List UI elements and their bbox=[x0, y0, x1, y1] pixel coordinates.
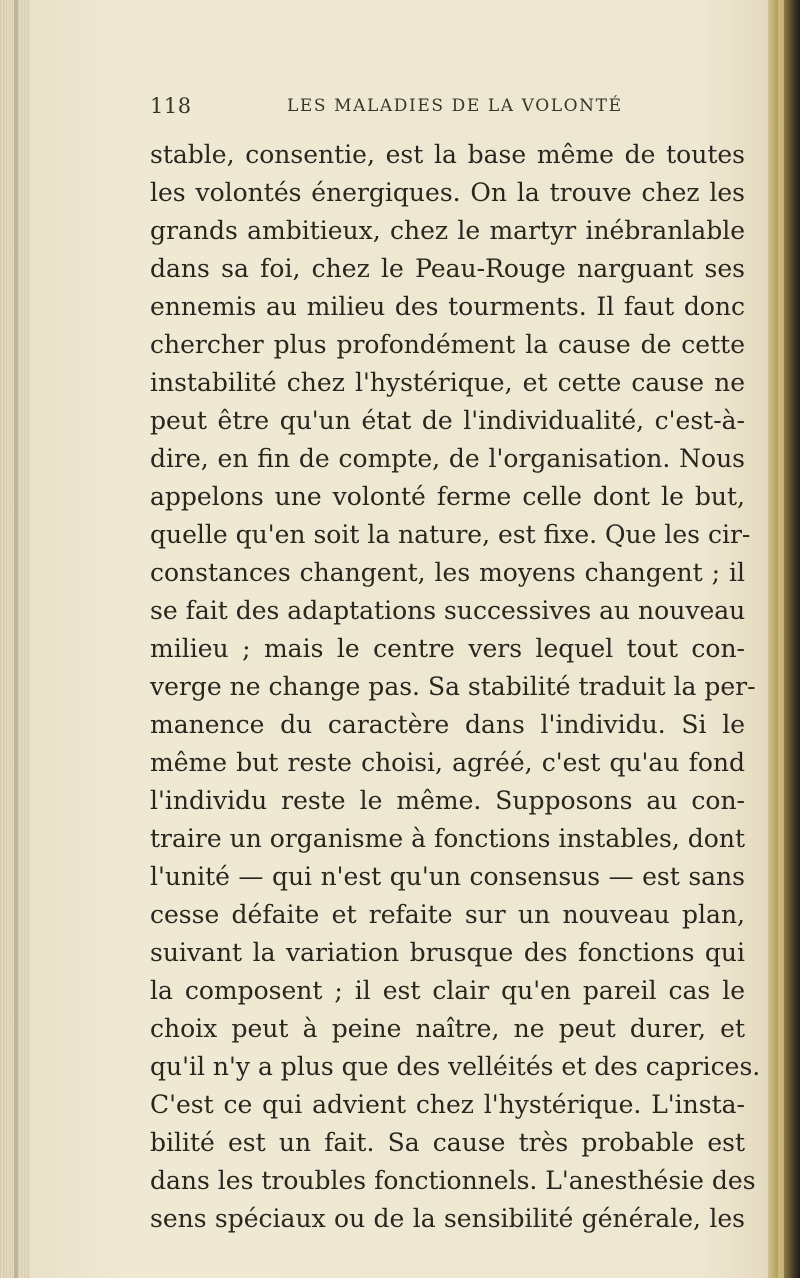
body-text bbox=[150, 136, 761, 1238]
text-line: se fait des adaptations successives au nouveau bbox=[150, 596, 746, 625]
text-line: C'est ce qui advient chez l'hystérique. L'insta- bbox=[150, 1090, 745, 1119]
page-header bbox=[150, 94, 750, 126]
page-number: 118 bbox=[150, 94, 192, 118]
text-line: bilité est un fait. Sa cause très probable est bbox=[150, 1128, 745, 1157]
text-line: instabilité chez l'hystérique, et cette cause ne bbox=[150, 368, 745, 397]
text-line: appelons une volonté ferme celle dont le but, bbox=[150, 482, 745, 511]
text-line: cesse défaite et refaite sur un nouveau plan, bbox=[150, 900, 745, 929]
text-line: les volontés énergiques. On la trouve chez les bbox=[150, 178, 745, 207]
text-line: verge ne change pas. Sa stabilité traduit la per- bbox=[150, 672, 756, 701]
running-title: LES MALADIES DE LA VOLONTÉ bbox=[287, 96, 623, 116]
text-line: stable, consentie, est la base même de toutes bbox=[150, 140, 745, 169]
text-line: l'individu reste le même. Supposons au con- bbox=[150, 786, 745, 815]
gutter-highlight bbox=[778, 0, 784, 1278]
text-line: même but reste choisi, agréé, c'est qu'au fond bbox=[150, 748, 745, 777]
text-line: manence du caractère dans l'individu. Si le bbox=[150, 710, 745, 739]
text-line: chercher plus profondément la cause de cette bbox=[150, 330, 745, 359]
text-line: quelle qu'en soit la nature, est fixe. Que les cir- bbox=[150, 520, 751, 549]
text-line: constances changent, les moyens changent ; il bbox=[150, 558, 745, 587]
text-line: ennemis au milieu des tourments. Il faut donc bbox=[150, 292, 745, 321]
text-line: sens spéciaux ou de la sensibilité générale, les bbox=[150, 1204, 745, 1233]
text-line: milieu ; mais le centre vers lequel tout con- bbox=[150, 634, 745, 663]
page-edge-shadow bbox=[14, 0, 18, 1278]
text-line: dans sa foi, chez le Peau-Rouge narguant ses bbox=[150, 254, 745, 283]
text-line: dans les troubles fonctionnels. L'anesthésie des bbox=[150, 1166, 756, 1195]
text-line: choix peut à peine naître, ne peut durer, et bbox=[150, 1014, 745, 1043]
text-line: qu'il n'y a plus que des velléités et des caprices. bbox=[150, 1052, 761, 1081]
text-line: peut être qu'un état de l'individualité, c'est-à- bbox=[150, 406, 745, 435]
text-line: dire, en fin de compte, de l'organisation. Nous bbox=[150, 444, 745, 473]
text-line: l'unité — qui n'est qu'un consensus — est sans bbox=[150, 862, 745, 891]
text-line: la composent ; il est clair qu'en pareil cas le bbox=[150, 976, 745, 1005]
text-line: traire un organisme à fonctions instables, dont bbox=[150, 824, 745, 853]
text-line: suivant la variation brusque des fonctions qui bbox=[150, 938, 745, 967]
text-line: grands ambitieux, chez le martyr inébranlable bbox=[150, 216, 745, 245]
book-gutter bbox=[768, 0, 800, 1278]
